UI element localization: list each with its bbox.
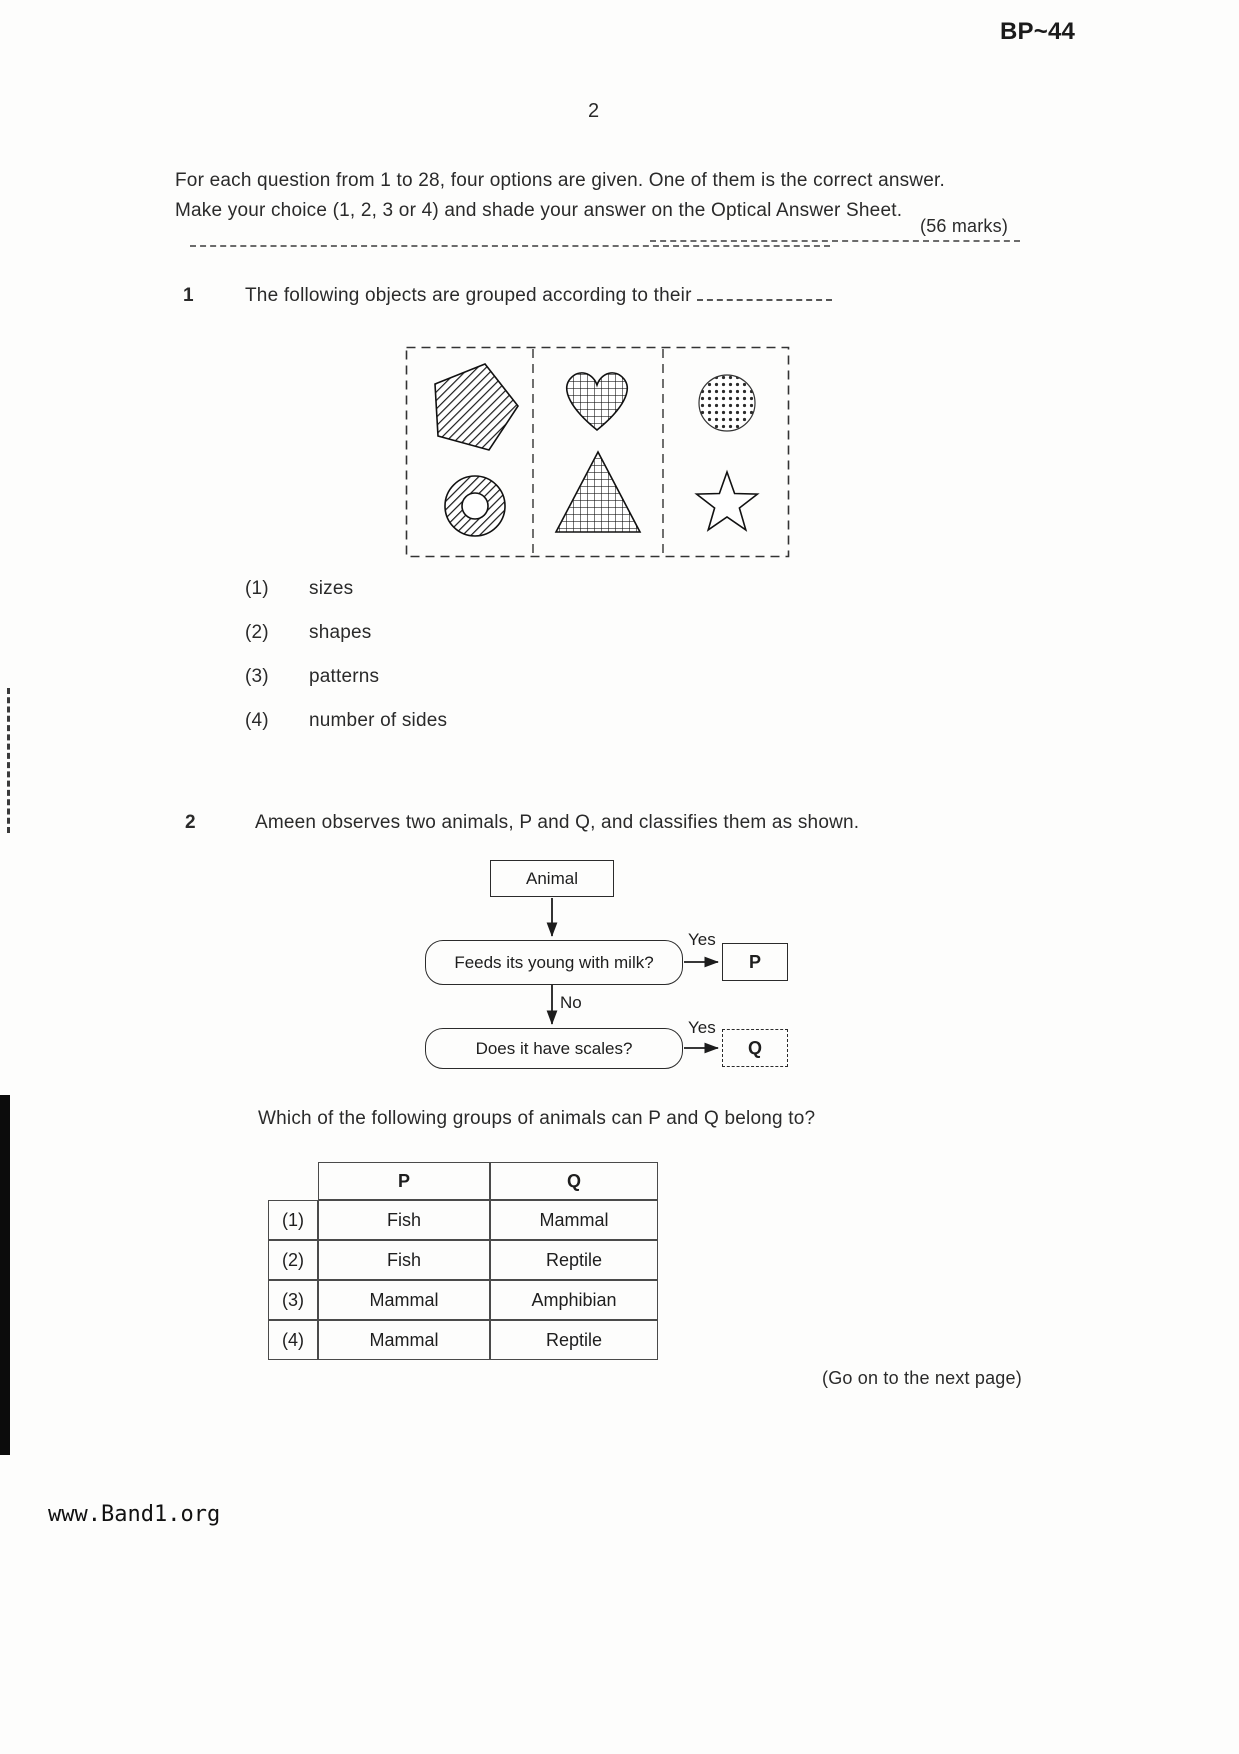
scan-artifact-dashes	[7, 688, 10, 833]
flow-decision1-no-label: No	[560, 993, 582, 1012]
q1-option-2: (2) shapes	[245, 622, 372, 643]
marks-label: (56 marks)	[920, 216, 1009, 236]
table-row-num: (4)	[268, 1320, 318, 1360]
table-header-empty	[268, 1162, 318, 1200]
question2-subquestion: Which of the following groups of animals can P and Q belong to?	[258, 1108, 816, 1129]
classification-flowchart	[420, 856, 820, 1088]
table-header-p: P	[318, 1162, 490, 1200]
triangle-shape	[556, 452, 640, 532]
question1-figure	[405, 346, 790, 563]
instructions-line-2: Make your choice (1, 2, 3 or 4) and shade your answer on the Optical Answer Sheet.	[175, 200, 903, 222]
flow-result-p-box: P	[722, 943, 788, 981]
question1-text: The following objects are grouped according to their	[245, 285, 945, 307]
flow-decision2-yes-label: Yes	[688, 1018, 716, 1037]
table-cell-p: Mammal	[318, 1320, 490, 1360]
flow-start-box: Animal	[490, 860, 614, 897]
question1-number: 1	[183, 285, 194, 306]
table-cell-p: Mammal	[318, 1280, 490, 1320]
answer-table	[268, 1162, 658, 1360]
pentagon-shape	[435, 364, 518, 450]
star-shape	[697, 472, 758, 530]
question2-number: 2	[185, 812, 196, 833]
q1-option-1: (1) sizes	[245, 578, 354, 599]
table-cell-q: Reptile	[490, 1240, 658, 1280]
scan-artifact-bar	[0, 1095, 10, 1455]
watermark: www.Band1.org	[48, 1502, 221, 1527]
flow-decision1-box: Feeds its young with milk?	[425, 940, 683, 985]
table-cell-q: Mammal	[490, 1200, 658, 1240]
heart-shape	[567, 373, 627, 430]
table-cell-p: Fish	[318, 1200, 490, 1240]
table-row-num: (2)	[268, 1240, 318, 1280]
page-number: 2	[588, 100, 600, 122]
divider-rule-2	[650, 240, 1020, 242]
shapes-figure-svg	[405, 346, 790, 558]
table-cell-q: Amphibian	[490, 1280, 658, 1320]
table-cell-q: Reptile	[490, 1320, 658, 1360]
divider-rule	[190, 245, 830, 247]
q1-option-4: (4) number of sides	[245, 710, 448, 731]
go-on-note: (Go on to the next page)	[822, 1368, 1022, 1388]
ring-shape-inner	[462, 493, 488, 519]
flow-decision2-box: Does it have scales?	[425, 1028, 683, 1069]
flow-result-q-box: Q	[722, 1029, 788, 1067]
q1-option-3: (3) patterns	[245, 666, 380, 687]
instructions-line-1: For each question from 1 to 28, four options are given. One of them is the correct answer.	[175, 170, 945, 191]
table-row-num: (3)	[268, 1280, 318, 1320]
table-cell-p: Fish	[318, 1240, 490, 1280]
table-header-q: Q	[490, 1162, 658, 1200]
circle-shape	[699, 375, 755, 431]
flow-decision1-yes-label: Yes	[688, 930, 716, 949]
table-row-num: (1)	[268, 1200, 318, 1240]
page-header-code: BP~44	[1000, 18, 1076, 45]
blank-line	[697, 287, 832, 301]
instructions	[175, 166, 955, 227]
question2-text: Ameen observes two animals, P and Q, and classifies them as shown.	[255, 812, 860, 833]
